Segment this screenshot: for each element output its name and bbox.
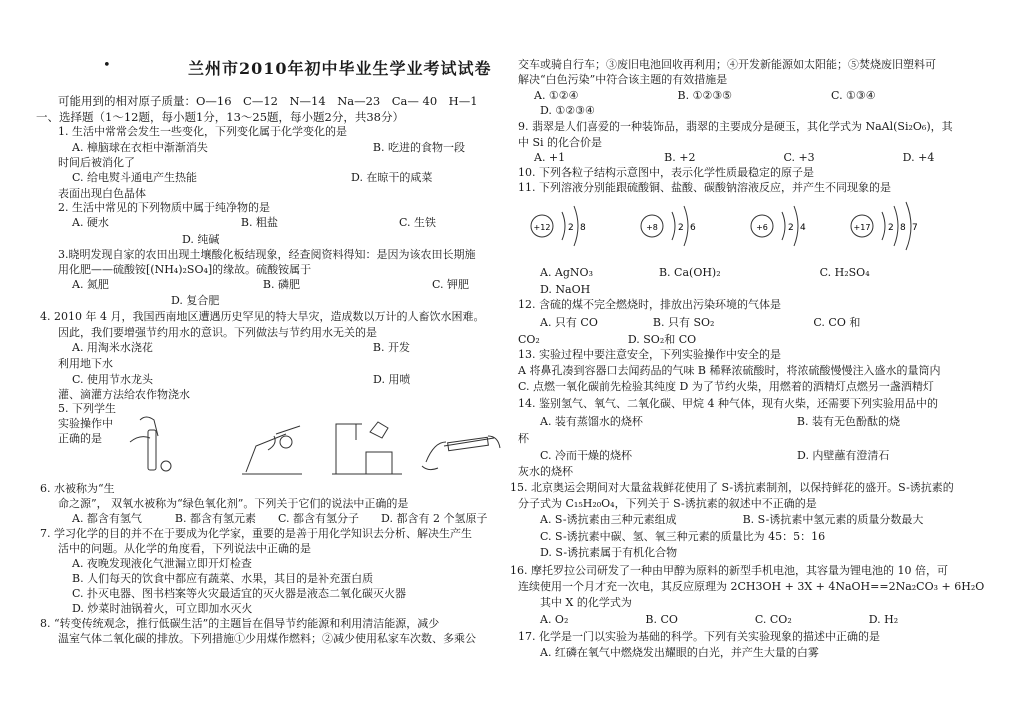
question-line: 1. 生活中常常会发生一些变化，下列变化属于化学变化的是 [58, 125, 347, 138]
option-line: D. 炒菜时油锅着火，可立即加水灭火 [72, 602, 253, 615]
nucleus-label: +12 [533, 223, 551, 232]
continuation-line: 杯 [518, 432, 529, 445]
question-line: 4. 2010 年 4 月，我国西南地区遭遇历史罕见的特大旱灾，造成数以万计的人畜饮水困难。 [40, 310, 485, 323]
question-line: 中 Si 的化合价是 [518, 136, 603, 149]
option-line: B. 人们每天的饮食中都应有蔬菜、水果，其目的是补充蛋白质 [72, 572, 374, 585]
atom-diagram-c [751, 206, 806, 246]
option-line: A 将鼻孔凑到容器口去闻药品的气味 B 稀释浓硫酸时，将浓硫酸慢慢注入盛水的量筒内 [518, 364, 941, 377]
atomic-masses: 可能用到的相对原子质量：O—16 C—12 N—14 Na—23 Ca— 40 H—1 [58, 94, 478, 108]
electron-count: 4 [800, 223, 806, 233]
question-line: 其中 X 的化学式为 [518, 596, 632, 609]
question-line: 连续使用一个月才充一次电，其反应原理为 2CH3OH + 3X + 4NaOH==2Na₂CO₃ + 6H₂O [518, 580, 985, 593]
question-line: 正确的是 [58, 432, 102, 445]
option-line: D. 复合肥 [72, 294, 220, 307]
question-line: 15. 北京奥运会期间对大量盆栽鲜花使用了 S-诱抗素制剂，以保持鲜花的盛开。S-诱抗素的 [510, 481, 954, 494]
option-line: A. 只有 CO B. 只有 SO₂ C. CO 和 [540, 316, 861, 329]
option-line: A. 红磷在氧气中燃烧发出耀眼的白光，并产生大量的白雾 [540, 646, 819, 659]
option-line: CO₂ D. SO₂和 CO [518, 333, 697, 346]
option-line: A. 装有蒸馏水的烧杯 B. 装有无色酚酞的烧 [540, 415, 901, 428]
continuation-line: 解决“白色污染”中符合该主题的有效措施是 [518, 73, 728, 86]
option-line: C. S-诱抗素中碳、氢、氧三种元素的质量比为 45：5：16 [540, 530, 826, 543]
option-line: A. 樟脑球在衣柜中渐渐消失 B. 吃进的食物一段 [72, 141, 466, 154]
option-line: D. ①②③④ [540, 104, 595, 117]
section-heading: 一、选择题（1～12题，每小题1分，13～25题，每小题2分，共38分） [36, 110, 404, 124]
option-line: C. 使用节水龙头 D. 用喷 [72, 373, 411, 386]
lab-figure-c [332, 422, 402, 474]
option-line: A. +1 B. +2 C. +3 D. +4 [534, 151, 935, 164]
electron-count: 8 [580, 223, 586, 233]
option-line: A. O₂ B. CO C. CO₂ D. H₂ [540, 613, 899, 626]
option-line: A. 夜晚发现液化气泄漏立即开灯检查 [72, 557, 252, 570]
nucleus-label: +6 [756, 223, 768, 232]
option-line: A. 用淘米水浇花 B. 开发 [72, 341, 411, 354]
question-line: 6. 水被称为“生 [40, 482, 115, 495]
electron-count: 2 [568, 223, 574, 233]
atom-diagram-d [851, 202, 918, 250]
option-line: C. 冷而干燥的烧杯 D. 内壁蘸有澄清石 [540, 449, 890, 462]
continuation-line: 交车或骑自行车；③废旧电池回收再利用；④开发新能源如太阳能；⑤焚烧废旧塑料可 [518, 58, 936, 71]
question-line: 温室气体二氧化碳的排放。下列措施①少用煤作燃料；②减少使用私家车次数、多乘公 [58, 632, 476, 645]
option-line: D. S-诱抗素属于有机化合物 [540, 546, 678, 559]
question-line: 实验操作中 [58, 417, 113, 430]
continuation-line: 时间后被消化了 [58, 156, 135, 169]
option-line: D. 纯碱 [72, 233, 220, 246]
atom-diagram-a [531, 206, 586, 246]
question-line: 9. 翡翠是人们喜爱的一种装饰品，翡翠的主要成分是硬玉，其化学式为 NaAl(Si₂O₆)，其 [518, 120, 953, 133]
question-line: 因此，我们要增强节约用水的意识。下列做法与节约用水无关的是 [58, 326, 377, 339]
electron-count: 2 [888, 223, 894, 233]
electron-count: 7 [912, 223, 918, 233]
electron-count: 2 [788, 223, 794, 233]
option-line: A. AgNO₃ B. Ca(OH)₂ C. H₂SO₄ [540, 266, 870, 279]
atom-structure-figure [528, 200, 948, 256]
question-line: 命之源”， 双氧水被称为“绿色氧化剂”。下列关于它们的说法中正确的是 [58, 497, 409, 510]
question-line: 2. 生活中常见的下列物质中属于纯净物的是 [58, 201, 270, 214]
question-line: 10. 下列各粒子结构示意图中，表示化学性质最稳定的原子是 [518, 166, 814, 179]
lab-figure-a [130, 417, 171, 471]
option-line: A. 氮肥 B. 磷肥 C. 钾肥 [72, 278, 470, 291]
bullet-mark: • [103, 58, 111, 73]
electron-count: 8 [900, 223, 906, 233]
question-line: 13. 实验过程中要注意安全，下列实验操作中安全的是 [518, 348, 781, 361]
question-line: 17. 化学是一门以实验为基础的科学。下列有关实验现象的描述中正确的是 [518, 630, 880, 643]
question-line: 活中的问题。从化学的角度看，下列说法中正确的是 [58, 542, 311, 555]
lab-operations-figure [126, 412, 506, 478]
option-line: A. 硬水 B. 粗盐 C. 生铁 [72, 216, 437, 229]
option-line: C. 点燃一氧化碳前先检验其纯度 D 为了节约火柴，用燃着的酒精灯点燃另一盏酒精灯 [518, 380, 934, 393]
option-line: C. 扑灭电器、图书档案等火灾最适宜的灭火器是液态二氧化碳灭火器 [72, 587, 407, 600]
nucleus-label: +17 [853, 223, 871, 232]
option-line: C. 给电熨斗通电产生热能 D. 在晾干的咸菜 [72, 171, 433, 184]
atom-diagram-b [641, 206, 696, 246]
option-line: A. S-诱抗素由三种元素组成 B. S-诱抗素中氢元素的质量分数最大 [540, 513, 924, 526]
exam-title: 兰州市2010年初中毕业生学业考试试卷 [188, 59, 492, 78]
question-line: 3.晓明发现自家的农田出现土壤酸化板结现象，经查阅资料得知：是因为该农田长期施 [58, 248, 476, 261]
continuation-line: 表面出现白色晶体 [58, 187, 146, 200]
lab-figure-d [422, 436, 500, 470]
electron-count: 6 [690, 223, 696, 233]
question-line: 16. 摩托罗拉公司研发了一种由甲醇为原料的新型手机电池，其容量为锂电池的 10 倍，可 [510, 564, 948, 577]
question-line: 7. 学习化学的目的并不在于要成为化学家，重要的是善于用化学知识去分析、解决生产生 [40, 527, 472, 540]
continuation-line: 灌、滴灌方法给农作物浇水 [58, 388, 190, 401]
question-line: 14. 鉴别氢气、氧气、二氧化碳、甲烷 4 种气体，现有火柴，还需要下列实验用品中的 [518, 397, 938, 410]
electron-count: 2 [678, 223, 684, 233]
question-line: 5. 下列学生 [58, 402, 116, 415]
question-line: 用化肥——硫酸铵[(NH₄)₂SO₄]的缘故。硫酸铵属于 [58, 263, 312, 276]
question-line: 12. 含硫的煤不完全燃烧时，排放出污染环境的气体是 [518, 298, 781, 311]
question-line: 8. “转变传统观念，推行低碳生活”的主题旨在倡导节约能源和利用清洁能源，减少 [40, 617, 440, 630]
lab-figure-b [242, 426, 302, 474]
nucleus-label: +8 [646, 223, 658, 232]
question-line: 11. 下列溶液分别能跟硫酸铜、盐酸、碳酸钠溶液反应，并产生不同现象的是 [518, 181, 891, 194]
option-line: A. ①②④ B. ①②③⑤ C. ①③④ [534, 89, 876, 102]
continuation-line: 利用地下水 [58, 357, 113, 370]
option-line: D. NaOH [540, 283, 591, 296]
option-line: A. 都含有氢气 B. 都含有氢元素 C. 都含有氢分子 D. 都含有 2 个氢原子 [72, 512, 488, 525]
question-line: 分子式为 C₁₅H₂₀O₄，下列关于 S-诱抗素的叙述中不正确的是 [518, 497, 817, 510]
continuation-line: 灰水的烧杯 [518, 465, 573, 478]
